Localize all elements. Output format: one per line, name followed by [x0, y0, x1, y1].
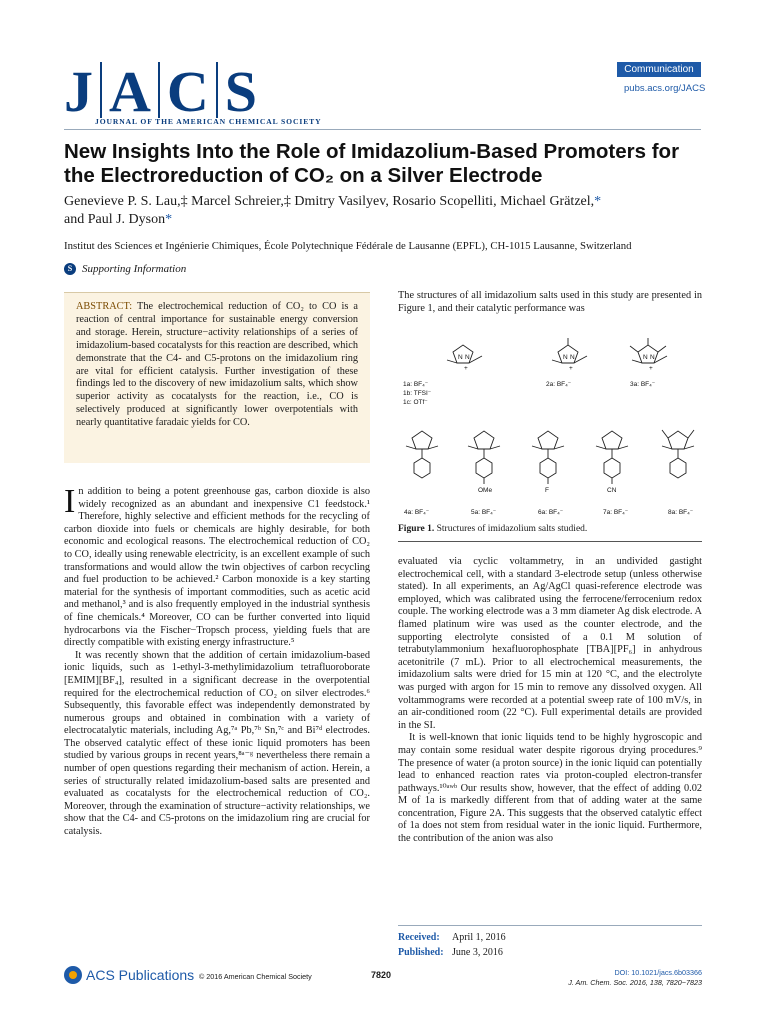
supporting-info-label: Supporting Information [82, 263, 187, 275]
compound-label: 8a: BF₄⁻ [668, 509, 694, 516]
journal-citation: J. Am. Chem. Soc. 2016, 138, 7820−7823 [568, 978, 702, 987]
compound-label: 1b: TFSI⁻ [403, 390, 432, 397]
author-list [64, 193, 704, 229]
substituent-label: CN [607, 487, 617, 494]
figure-caption-label: Figure 1. [398, 524, 435, 534]
doi-link[interactable]: DOI: 10.1021/jacs.6b03366 [614, 968, 702, 977]
copyright: © 2016 American Chemical Society [199, 972, 312, 981]
article-type-badge: Communication [617, 62, 701, 77]
figure-caption [398, 524, 587, 534]
header-divider [64, 129, 701, 130]
published-label: Published: [398, 947, 444, 958]
authors-line-1: Genevieve P. S. Lau,‡ Marcel Schreier,‡ Dmitry Vasilyev, Rosario Scopelliti, Michael Grätzel, [64, 194, 595, 209]
journal-logo: J A C S [64, 59, 258, 124]
figure-divider [398, 541, 702, 542]
left-column [64, 483, 370, 839]
atom-label: N [643, 354, 648, 361]
atom-label: N [570, 354, 575, 361]
imidazolium-structures-diagram [398, 338, 702, 516]
drop-cap: I [64, 483, 76, 520]
atom-label: N [563, 354, 568, 361]
compound-label: 4a: BF₄⁻ [404, 509, 430, 516]
compound-label: 7a: BF₄⁻ [603, 509, 629, 516]
citation-block [560, 968, 702, 988]
abstract-label: ABSTRACT: [76, 301, 133, 312]
compound-label: 3a: BF₄⁻ [630, 381, 656, 388]
journal-subtitle: JOURNAL OF THE AMERICAN CHEMICAL SOCIETY [95, 117, 322, 126]
body-paragraph: It was recently shown that the addition of certain imidazolium-based ionic liquids, such as 1-ethyl-3-methylimidazolium tetrafluoroborate [EMIM][BF₄], resulted in a significant decrease in the overpotential required for the electrochemical reduction of CO₂ on silver electrodes.⁶ Subsequently, this favorable effect was independently demonstrated by numerous groups and obtained in combination with a variety of electrocatalytic materials, including Ag,⁷ᵃ Pb,⁷ᵇ Sn,⁷ᶜ and Bi⁷ᵈ electrodes. The observed catalytic effect of these ionic liquid promoters has been studied by various groups in recent years,⁸ᵃ⁻ᵍ nevertheless there remain a number of open questions regarding their mechanism of action. Herein, a series of structurally related imidazolium-based salts are presented and evaluated as cocatalysts for the electrochemical reduction of CO₂. Moreover, through the examination of structure−activity relationships, we show that the C4- and C5-protons on the imidazolium ring are crucial for catalysis. [64, 649, 370, 838]
figure-caption-text: Structures of imidazolium salts studied. [436, 524, 588, 534]
charge-label: + [569, 365, 573, 372]
right-column-intro: The structures of all imidazolium salts used in this study are presented in Figure 1, and their catalytic performance was [398, 290, 702, 314]
compound-label: 1c: OTf⁻ [403, 399, 428, 406]
affiliation: Institut des Sciences et Ingénierie Chimiques, École Polytechnique Fédérale de Lausanne (EPFL), CH-1015 Lausanne, Switzerland [64, 240, 632, 252]
substituent-label: F [545, 487, 549, 494]
compound-label: 1a: BF₄⁻ [403, 381, 429, 388]
page-number: 7820 [371, 970, 392, 980]
abstract-box [64, 292, 370, 463]
atom-label: N [458, 354, 463, 361]
article-title: New Insights Into the Role of Imidazolium-Based Promoters for the Electroreduction of CO₂ on a Silver Electrode [64, 140, 680, 187]
authors-line-2: and Paul J. Dyson [64, 212, 166, 227]
received-date: April 1, 2016 [452, 932, 506, 943]
body-paragraph: n addition to being a potent greenhouse gas, carbon dioxide is also widely recognized as an abundant and inexpensive C1 feedstock.¹ Therefore, highly selective and efficient methods for the recycling of carbon dioxide into fuels or chemicals are highly desirable, for both economic and ecological reasons. The electrochemical reduction of CO₂ to CO, ideally using renewable electricity, is an excellent example of such transformations and would allow the twin objectives of carbon recycling and fuel production to be achieved.² Carbon monoxide is a key starting material for the synthesis of important commodities, such as acetic acid and methanol,³ and is also frequently employed in the industrial synthesis of fine chemicals.⁴ Moreover, CO can be further converted into liquid hydrocarbons via the Fischer−Tropsch process, yielding fuels that are directly compatible with existing energy infrastructure.⁵ [64, 486, 370, 649]
received-label: Received: [398, 932, 440, 943]
compound-label: 6a: BF₄⁻ [538, 509, 564, 516]
supporting-info-link[interactable] [64, 263, 186, 275]
journal-url-link[interactable]: pubs.acs.org/JACS [624, 83, 706, 94]
body-paragraph: evaluated via cyclic voltammetry, in an undivided gastight electrochemical cell, with a standard 3-electrode setup (unless otherwise stated). In all experiments, an Ag/AgCl quasi-reference electrode was employed, which was calibrated using the ferrocene/ferrocenium redox couple. The working electrode was a 3 mm diameter Ag disk electrode. A flamed platinum wire was used as the counter electrode, and the supporting electrolyte consisted of a 0.1 M solution of tetrabutylammonium hexafluorophosphate [TBA][PF₆] in anhydrous acetonitrile (7 mL). Prior to all electrochemical measurements, the imidazolium salts were dried for 15 min at 120 °C, and the electrolyte was purged with argon for 15 min to remove any dissolved oxygen. All voltammograms were recorded at a potential sweep rate of 100 mV/s, in an air-conditioned room (22 °C). Full experimental details are provided in the SI. [398, 556, 702, 731]
substituent-label: OMe [478, 487, 493, 494]
abstract-text: The electrochemical reduction of CO₂ to CO is a reaction of central importance for sustainable energy conversion and storage. Herein, structure−activity relationships of a series of imidazolium-based cocatalysts for this reaction are described, which demonstrate that the C4- and C5-protons on the imidazolium ring are vital for efficient catalysis. Further investigation of these findings led to the discovery of new imidazolium salts, which show superior activity as cocatalysts for the reaction, i.e., CO is selectively produced at significantly lower overpotentials with nearly quantitative faradaic yields for CO. [76, 301, 358, 429]
published-date: June 3, 2016 [452, 947, 503, 958]
body-paragraph: It is well-known that ionic liquids tend to be highly hygroscopic and may contain some residual water despite rigorous drying procedures.⁹ The presence of water (a proton source) in the ionic liquid can potentially lead to enhanced reaction rates via proton-coupled electron-transfer pathways.¹⁰ᵃʷᵇ Our results show, however, that the effect of adding 0.02 M of 1a is markedly different from that of adding water at the same concentration, Figure 2A. This suggests that the observed catalytic effect of 1a does not stem from residual water in the ionic liquid. Furthermore, the contribution of the anion was also [398, 732, 702, 845]
corresponding-author-star[interactable]: * [165, 212, 173, 227]
supporting-info-icon: S [64, 263, 76, 275]
charge-label: + [464, 365, 468, 372]
figure-1 [398, 338, 702, 516]
atom-label: N [650, 354, 655, 361]
corresponding-author-star[interactable]: * [594, 194, 602, 209]
acs-logo-icon [64, 966, 82, 984]
right-column [398, 556, 702, 846]
article-dates [398, 925, 702, 960]
atom-label: N [465, 354, 470, 361]
compound-label: 5a: BF₄⁻ [471, 509, 497, 516]
publisher-name: ACS Publications [86, 967, 195, 983]
acs-publications-logo[interactable] [64, 966, 194, 984]
compound-label: 2a: BF₄⁻ [546, 381, 572, 388]
charge-label: + [649, 365, 653, 372]
